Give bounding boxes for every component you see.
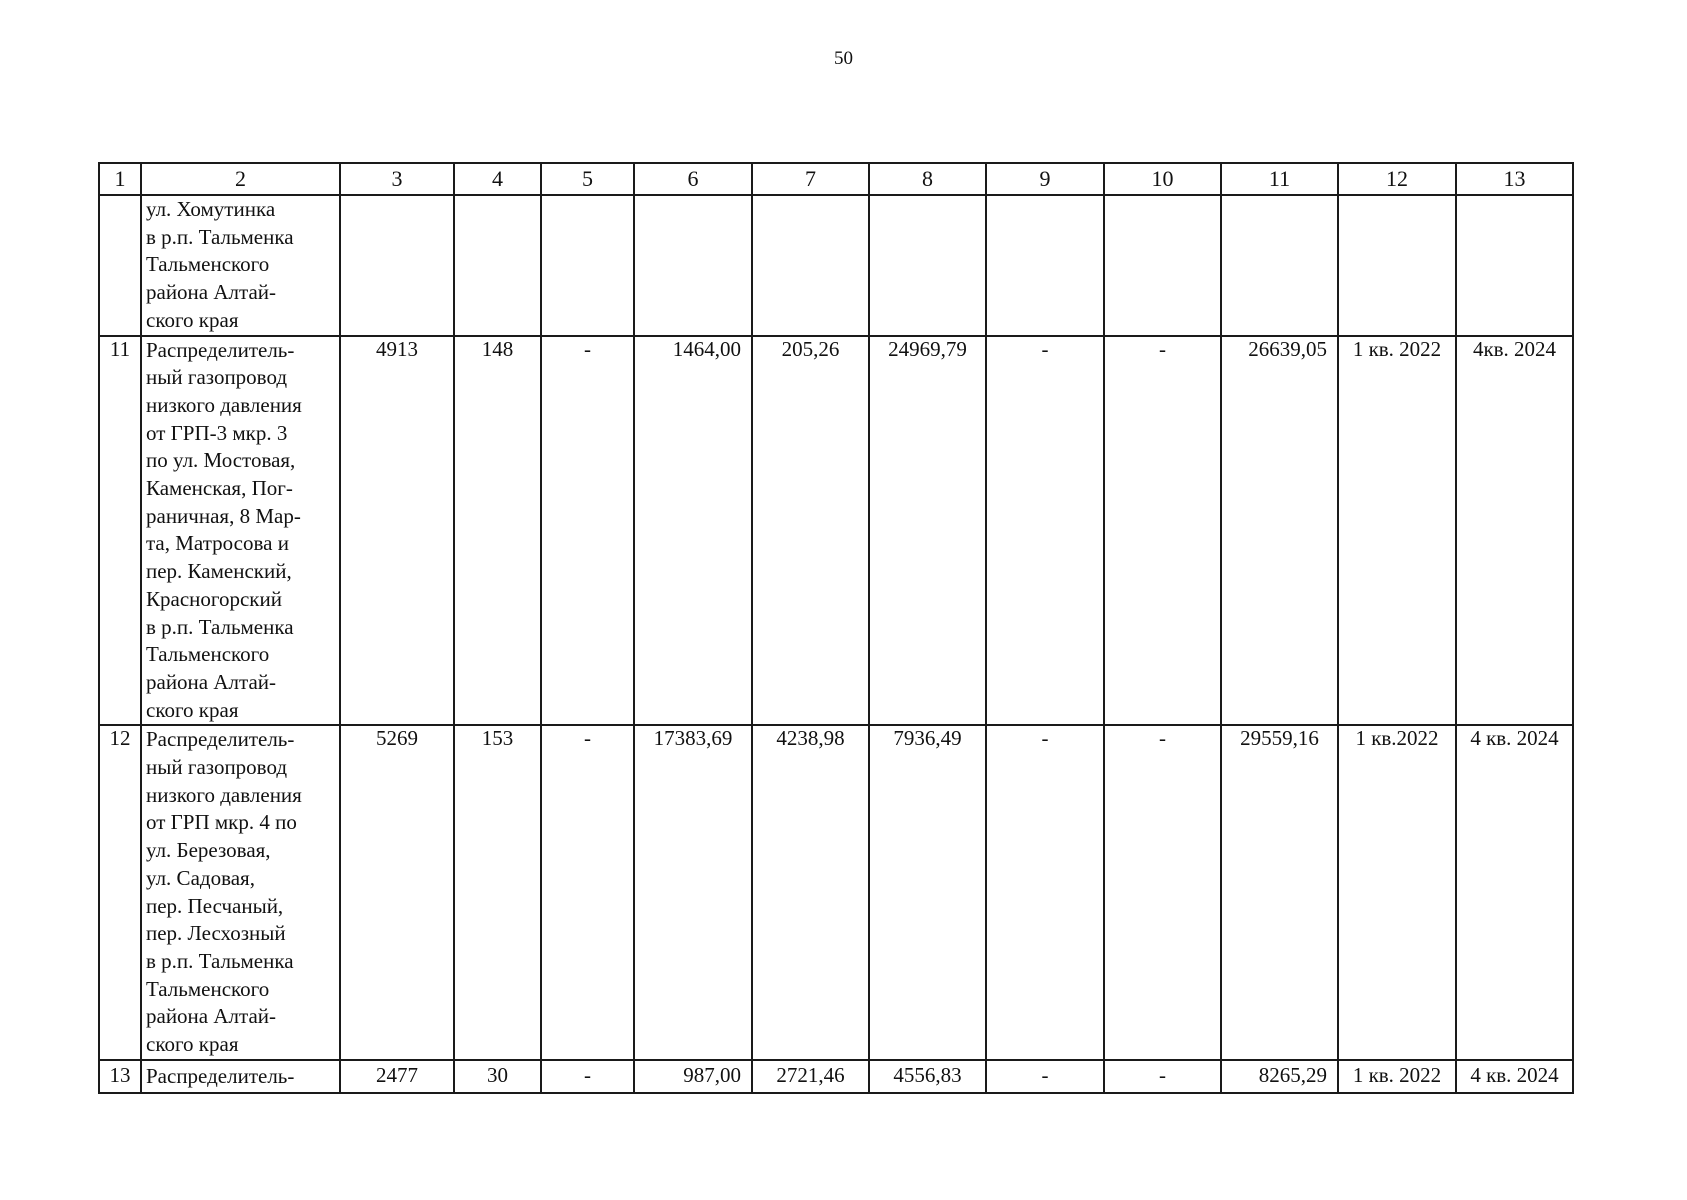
description-line: ул. Хомутинка: [146, 197, 276, 221]
gas-pipeline-table: [98, 162, 1574, 1094]
column-header: 3: [340, 163, 454, 195]
column-header: 8: [869, 163, 986, 195]
column-header: 13: [1456, 163, 1573, 195]
description-line: ный газопровод: [146, 365, 288, 390]
table-cell: [634, 195, 752, 336]
description-line: ского края: [146, 1032, 239, 1057]
value-cell-col4: 153: [454, 725, 541, 1059]
value-cell-col3: 2477: [340, 1060, 454, 1093]
column-header: 5: [541, 163, 634, 195]
column-header: 10: [1104, 163, 1221, 195]
description-line: ского края: [146, 307, 239, 332]
table-cell: [340, 195, 454, 336]
value-cell-col5: -: [541, 1060, 634, 1093]
value-cell-col6: 1464,00: [634, 336, 752, 726]
column-header: 6: [634, 163, 752, 195]
value-cell-col8: 24969,79: [869, 336, 986, 726]
description-line: пер. Каменский,: [146, 559, 292, 584]
table-row: [99, 725, 1573, 1059]
column-header: 9: [986, 163, 1104, 195]
description-line: от ГРП-3 мкр. 3: [146, 420, 288, 445]
value-cell-col10: -: [1104, 1060, 1221, 1093]
column-header: 11: [1221, 163, 1338, 195]
value-cell-col7: 205,26: [752, 336, 869, 726]
column-header: 2: [141, 163, 340, 195]
description-line: Тальменского: [146, 976, 270, 1001]
table-cell: [1456, 195, 1573, 336]
value-cell-col11: 26639,05: [1221, 336, 1338, 726]
description-line: района Алтай-: [146, 280, 276, 305]
description-line: ный газопровод: [146, 755, 288, 780]
value-cell-col9: -: [986, 725, 1104, 1059]
value-cell-col8: 7936,49: [869, 725, 986, 1059]
description-line: та, Матросова и: [146, 531, 289, 556]
value-cell-col11: 29559,16: [1221, 725, 1338, 1059]
column-number-row: [99, 163, 1573, 195]
description-line: ул. Садовая,: [146, 865, 255, 890]
value-cell-col11: 8265,29: [1221, 1060, 1338, 1093]
table-cell: [454, 195, 541, 336]
description-line: Тальменского: [146, 642, 270, 667]
value-cell-col5: -: [541, 336, 634, 726]
description-line: Распределитель-: [146, 727, 295, 752]
row-number: [99, 195, 141, 336]
description-line: Красногорский: [146, 586, 282, 611]
object-description: [141, 1060, 340, 1093]
value-cell-col6: 987,00: [634, 1060, 752, 1093]
value-cell-col13: 4 кв. 2024: [1456, 725, 1573, 1059]
value-cell-col12: 1 кв. 2022: [1338, 336, 1456, 726]
table-row: [99, 1060, 1573, 1093]
table-cell: [1104, 195, 1221, 336]
table-cell: [1338, 195, 1456, 336]
description-line: раничная, 8 Мар-: [146, 503, 301, 528]
object-description: [141, 336, 340, 726]
description-line: в р.п. Тальменка: [146, 614, 294, 639]
value-cell-col9: -: [986, 336, 1104, 726]
value-cell-col7: 2721,46: [752, 1060, 869, 1093]
row-number: 12: [99, 725, 141, 1059]
value-cell-col3: 5269: [340, 725, 454, 1059]
description-line: Распределитель-: [146, 1063, 295, 1088]
column-header: 7: [752, 163, 869, 195]
description-line: пер. Песчаный,: [146, 893, 284, 918]
value-cell-col9: -: [986, 1060, 1104, 1093]
value-cell-col6: 17383,69: [634, 725, 752, 1059]
value-cell-col13: 4 кв. 2024: [1456, 1060, 1573, 1093]
value-cell-col4: 30: [454, 1060, 541, 1093]
object-description: [141, 195, 340, 336]
description-line: от ГРП мкр. 4 по: [146, 810, 297, 835]
column-header: 4: [454, 163, 541, 195]
value-cell-col4: 148: [454, 336, 541, 726]
description-line: Каменская, Пог-: [146, 476, 293, 501]
description-line: в р.п. Тальменка: [146, 948, 294, 973]
table-row-continuation: [99, 195, 1573, 336]
table-cell: [752, 195, 869, 336]
value-cell-col12: 1 кв. 2022: [1338, 1060, 1456, 1093]
table-cell: [869, 195, 986, 336]
description-line: пер. Лесхозный: [146, 921, 286, 946]
table-cell: [986, 195, 1104, 336]
object-description: [141, 725, 340, 1059]
page-number: 50: [834, 48, 853, 69]
row-number: 13: [99, 1060, 141, 1093]
value-cell-col3: 4913: [340, 336, 454, 726]
value-cell-col13: 4кв. 2024: [1456, 336, 1573, 726]
row-number: 11: [99, 336, 141, 726]
value-cell-col7: 4238,98: [752, 725, 869, 1059]
description-line: в р.п. Тальменка: [146, 224, 294, 249]
table-cell: [1221, 195, 1338, 336]
column-header: 1: [99, 163, 141, 195]
description-line: района Алтай-: [146, 1004, 276, 1029]
description-line: ского края: [146, 697, 239, 722]
description-line: Распределитель-: [146, 337, 295, 362]
value-cell-col10: -: [1104, 725, 1221, 1059]
value-cell-col10: -: [1104, 336, 1221, 726]
value-cell-col8: 4556,83: [869, 1060, 986, 1093]
description-line: района Алтай-: [146, 669, 276, 694]
description-line: низкого давления: [146, 782, 302, 807]
column-header: 12: [1338, 163, 1456, 195]
table-row: [99, 336, 1573, 726]
description-line: низкого давления: [146, 392, 302, 417]
description-line: ул. Березовая,: [146, 838, 271, 863]
value-cell-col5: -: [541, 725, 634, 1059]
description-line: по ул. Мостовая,: [146, 448, 296, 473]
value-cell-col12: 1 кв.2022: [1338, 725, 1456, 1059]
description-line: Тальменского: [146, 252, 270, 277]
table-cell: [541, 195, 634, 336]
